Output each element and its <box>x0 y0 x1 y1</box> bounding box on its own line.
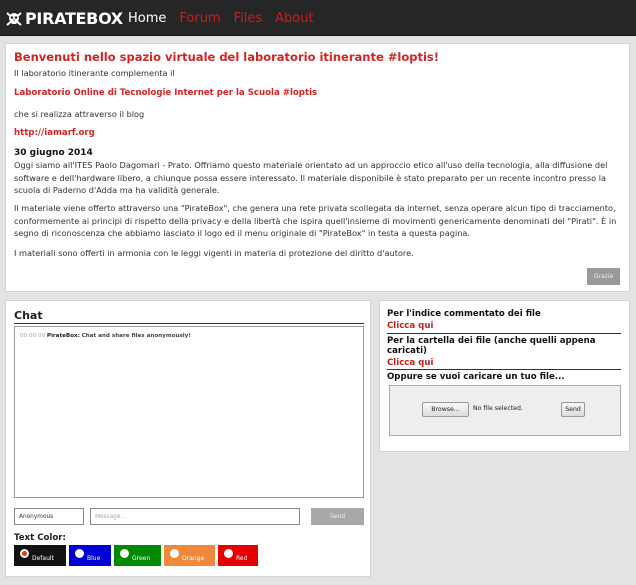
color-default-button[interactable] <box>14 545 66 566</box>
intro-line-2: che si realizza attraverso il blog <box>14 109 145 119</box>
color-red-button[interactable] <box>218 545 258 566</box>
text-color-label: Text Color: <box>14 533 66 543</box>
message-input[interactable] <box>90 508 300 525</box>
main-nav <box>128 10 327 28</box>
intro-line-1: Il laboratorio itinerante complementa il <box>14 68 175 78</box>
radio-selected-icon <box>20 549 29 558</box>
folder-label: Per la cartella dei file (anche quelli appena caricati) <box>387 336 596 356</box>
index-label: Per l'indice commentato dei file <box>387 309 541 319</box>
files-panel <box>379 300 630 452</box>
color-blue-button[interactable] <box>69 545 111 566</box>
chat-message <box>20 333 191 339</box>
blog-link[interactable]: http://iamarf.org <box>14 128 95 138</box>
nav-about[interactable]: About <box>275 11 314 26</box>
upload-send-button[interactable]: Send <box>561 402 585 417</box>
radio-icon <box>170 549 179 558</box>
color-orange-label: Orange <box>182 555 205 562</box>
chat-log[interactable] <box>14 326 364 498</box>
piratebox-logo[interactable] <box>6 9 123 29</box>
chat-divider <box>14 323 364 324</box>
color-default-label: Default <box>32 555 54 562</box>
color-options <box>14 545 261 566</box>
radio-icon <box>120 549 129 558</box>
intro-date: 30 giugno 2014 <box>14 148 93 158</box>
radio-icon <box>224 549 233 558</box>
index-link[interactable]: Clicca qui <box>387 321 434 331</box>
color-green-label: Green <box>132 555 151 562</box>
color-orange-button[interactable] <box>164 545 215 566</box>
color-red-label: Red <box>236 555 248 562</box>
folder-link[interactable]: Clicca qui <box>387 358 434 368</box>
brand-name: PIRATEBOX <box>25 9 123 28</box>
color-blue-label: Blue <box>87 555 101 562</box>
intro-panel <box>5 43 630 292</box>
intro-paragraph-1: Oggi siamo all'ITES Paolo Dagomari - Prato. Offriamo questo materiale orientato ad un approccio etico all'uso della tecnologia, alla diffusione del software e dell'hardware libero, a chiunque possa essere interessato. Il materiale disponibile è stato preparato per un recente incontro presso la scuola di Paderno d'Adda ma ha validità generale. <box>14 160 608 195</box>
divider <box>387 333 621 334</box>
chat-message-time: 00:00:00 <box>20 333 46 339</box>
chat-title: Chat <box>14 309 43 322</box>
thanks-button[interactable]: Grazie <box>587 268 620 285</box>
chat-panel <box>5 300 371 577</box>
skull-crossbones-icon <box>6 11 22 27</box>
intro-heading: Benvenuti nello spazio virtuale del laboratorio itinerante #loptis! <box>14 50 440 64</box>
color-green-button[interactable] <box>114 545 161 566</box>
intro-paragraph-3: I materiali sono offerti in armonia con le leggi vigenti in materia di protezione del diritto d'autore. <box>14 248 414 258</box>
divider <box>387 369 621 370</box>
nav-files[interactable]: Files <box>233 11 263 26</box>
nav-home[interactable]: Home <box>128 11 167 26</box>
intro-paragraph-2: Il materiale viene offerto attraverso una "PirateBox", che genera una rete privata scollegata da internet, senza operare alcun tipo di tracciamento, conformemente ai principi di rispetto della privacy e della libertà che ispira quell'insieme di movimenti genericamente denominati dei "Pirati". È in segno di riconoscenza che abbiamo lasciato il logo ed il menu originale di "PirateBox" in testa a questa pagina. <box>14 203 617 238</box>
chat-send-button[interactable]: Send <box>311 508 364 525</box>
upload-form <box>389 385 621 436</box>
radio-icon <box>75 549 84 558</box>
top-navbar <box>0 0 636 36</box>
upload-label: Oppure se vuoi caricare un tuo file... <box>387 372 565 382</box>
chat-message-text: Chat and share files anonymously! <box>81 333 191 339</box>
no-file-text: No file selected. <box>473 405 523 412</box>
lab-link[interactable]: Laboratorio Online di Tecnologie Internet per la Scuola #loptis <box>14 88 318 98</box>
nickname-input[interactable] <box>14 508 84 525</box>
chat-message-nick: PirateBox: <box>46 333 80 339</box>
browse-button[interactable]: Browse... <box>422 402 469 417</box>
nav-forum[interactable]: Forum <box>179 11 221 26</box>
